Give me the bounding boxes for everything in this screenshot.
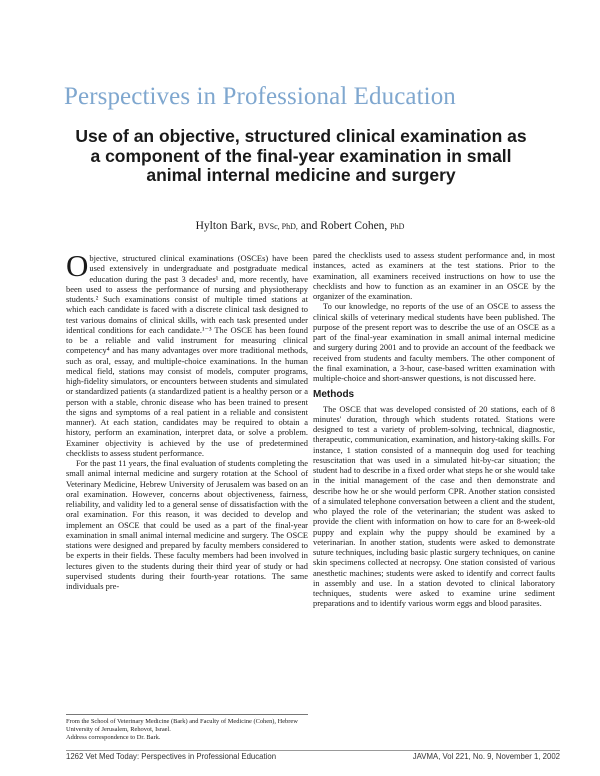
author-joiner: and <box>300 220 318 232</box>
footer-citation: JAVMA, Vol 221, No. 9, November 1, 2002 <box>412 752 560 761</box>
section-header: Perspectives in Professional Education <box>64 83 456 110</box>
author-line <box>60 220 540 232</box>
affiliation-footnote <box>66 714 308 742</box>
drop-cap: O <box>66 248 89 283</box>
footer-page-info: 1262 Vet Med Today: Perspectives in Professional Education <box>66 752 277 761</box>
correspondence-text: Address correspondence to Dr. Bark. <box>66 734 161 741</box>
body-paragraph: For the past 11 years, the final evaluation of students completing the small animal internal medicine and surgery rotation at the School of Veterinary Medicine, Hebrew University of Jerusalem was based on an oral examination. However, concerns about objectiveness, fairness, reliability, and validity led to a general sense of dissatisfaction with the oral examination. For this reason, it was decided to develop and implement an OSCE that could be used as a part of the final-year examination in small animal internal medicine and surgery. The OSCE stations were designed and prepared by faculty members considered to be experts in their fields. These faculty members had been involved in lectures given to the students during their third year of study or had supervised students during their fourth-year rotations. The same individuals pre- <box>66 458 308 591</box>
methods-heading: Methods <box>313 389 355 401</box>
left-column <box>66 248 308 591</box>
body-paragraph: The OSCE that was developed consisted of 20 stations, each of 8 minutes' duration, through which students rotated. Stations were designed to test a variety of problem-solving, technical, diagnostic, therapeutic, communication, examination, and history-taking skills. For instance, 1 station consisted of a mannequin dog used for teaching resuscitation that was used in a simulated hit-by-car situation; the student had to describe in a fixed order what steps he or she would take in the initial management of the case and then demonstrate and describe how he or she would perform CPR. Another station consisted of a simulated telephone conversation between a client and the student, who played the role of the veterinarian; the student was asked to provide the client with information on how to care for an 8-week-old puppy and explain why the puppy should be examined by a veterinarian. In another station, students were asked to demonstrate suture techniques, including basic plastic surgery techniques, on canine skin specimens collected at necropsy. One station consisted of various anesthetic machines; students were asked to identify and correct faults in assembly and use. In a station devoted to clinical laboratory techniques, students were asked to examine urine sediment preparations and to identify various worm eggs and blood parasites. <box>313 403 555 609</box>
intro-paragraph <box>66 248 308 458</box>
intro-text: bjective, structured clinical examinations (OSCEs) have been used extensively in undergraduate and postgraduate medical education during the past 3 decades¹ and, more recently, have been used to assess the performance of nursing and physiotherapy students.² Such examinations consist of multiple timed stations at which each candidate is faced with a discrete clinical task designed to test various domains of clinical skills, with each task presented under identical conditions for each candidate.¹⁻³ The OSCE has been found to be a reliable and valid instrument for measuring clinical competency⁴ and has many advantages over more traditional methods, such as oral, essay, and multiple-choice examinations. In the human medical field, stations may consist of models, computer programs, high-fidelity simulators, or encounters between students and simulated or standardized patients (a standardized patient is a healthy person or a person with a stable, chronic disease who has been trained to present the signs and symptoms of a real patient in a reliable and consistent manner). At each station, candidates may be required to obtain a history, perform an examination, interpret data, or solve a problem. Examiner objectivity is achieved by the use of predetermined checklists to assess student performance. <box>66 253 308 458</box>
article-title: Use of an objective, structured clinical examination as a component of the final-year examination in small animal internal medicine and surgery <box>75 126 527 185</box>
affiliation-text: From the School of Veterinary Medicine (Bark) and Faculty of Medicine (Cohen), Hebrew University of Jerusalem, Rehovot, Israel. <box>66 718 298 733</box>
author-2-degrees: PhD <box>390 222 405 231</box>
body-paragraph: pared the checklists used to assess student performance and, in most instances, acted as examiners at the test stations. Prior to the examination, all examiners received instructions on how to use the checklists and how to function as an examiner in an OSCE by the organizer of the examination. <box>313 250 555 301</box>
footer-divider <box>66 750 560 751</box>
right-column <box>313 250 555 609</box>
author-1-name: Hylton Bark, <box>195 220 256 232</box>
author-2-name: Robert Cohen, <box>320 220 388 232</box>
body-paragraph: To our knowledge, no reports of the use of an OSCE to assess the clinical skills of veterinary medical students have been published. The purpose of the present report was to describe the use of an OSCE as a part of the final-year examination in small animal internal medicine and surgery during 2001 and to provide an account of the feedback we received from students and faculty members. The other component of the final examination, a 3-hour, case-based written examination with multiple-choice and short-answer questions, is not discussed here. <box>313 301 555 383</box>
author-1-degrees: BVSc, PhD, <box>258 222 298 231</box>
